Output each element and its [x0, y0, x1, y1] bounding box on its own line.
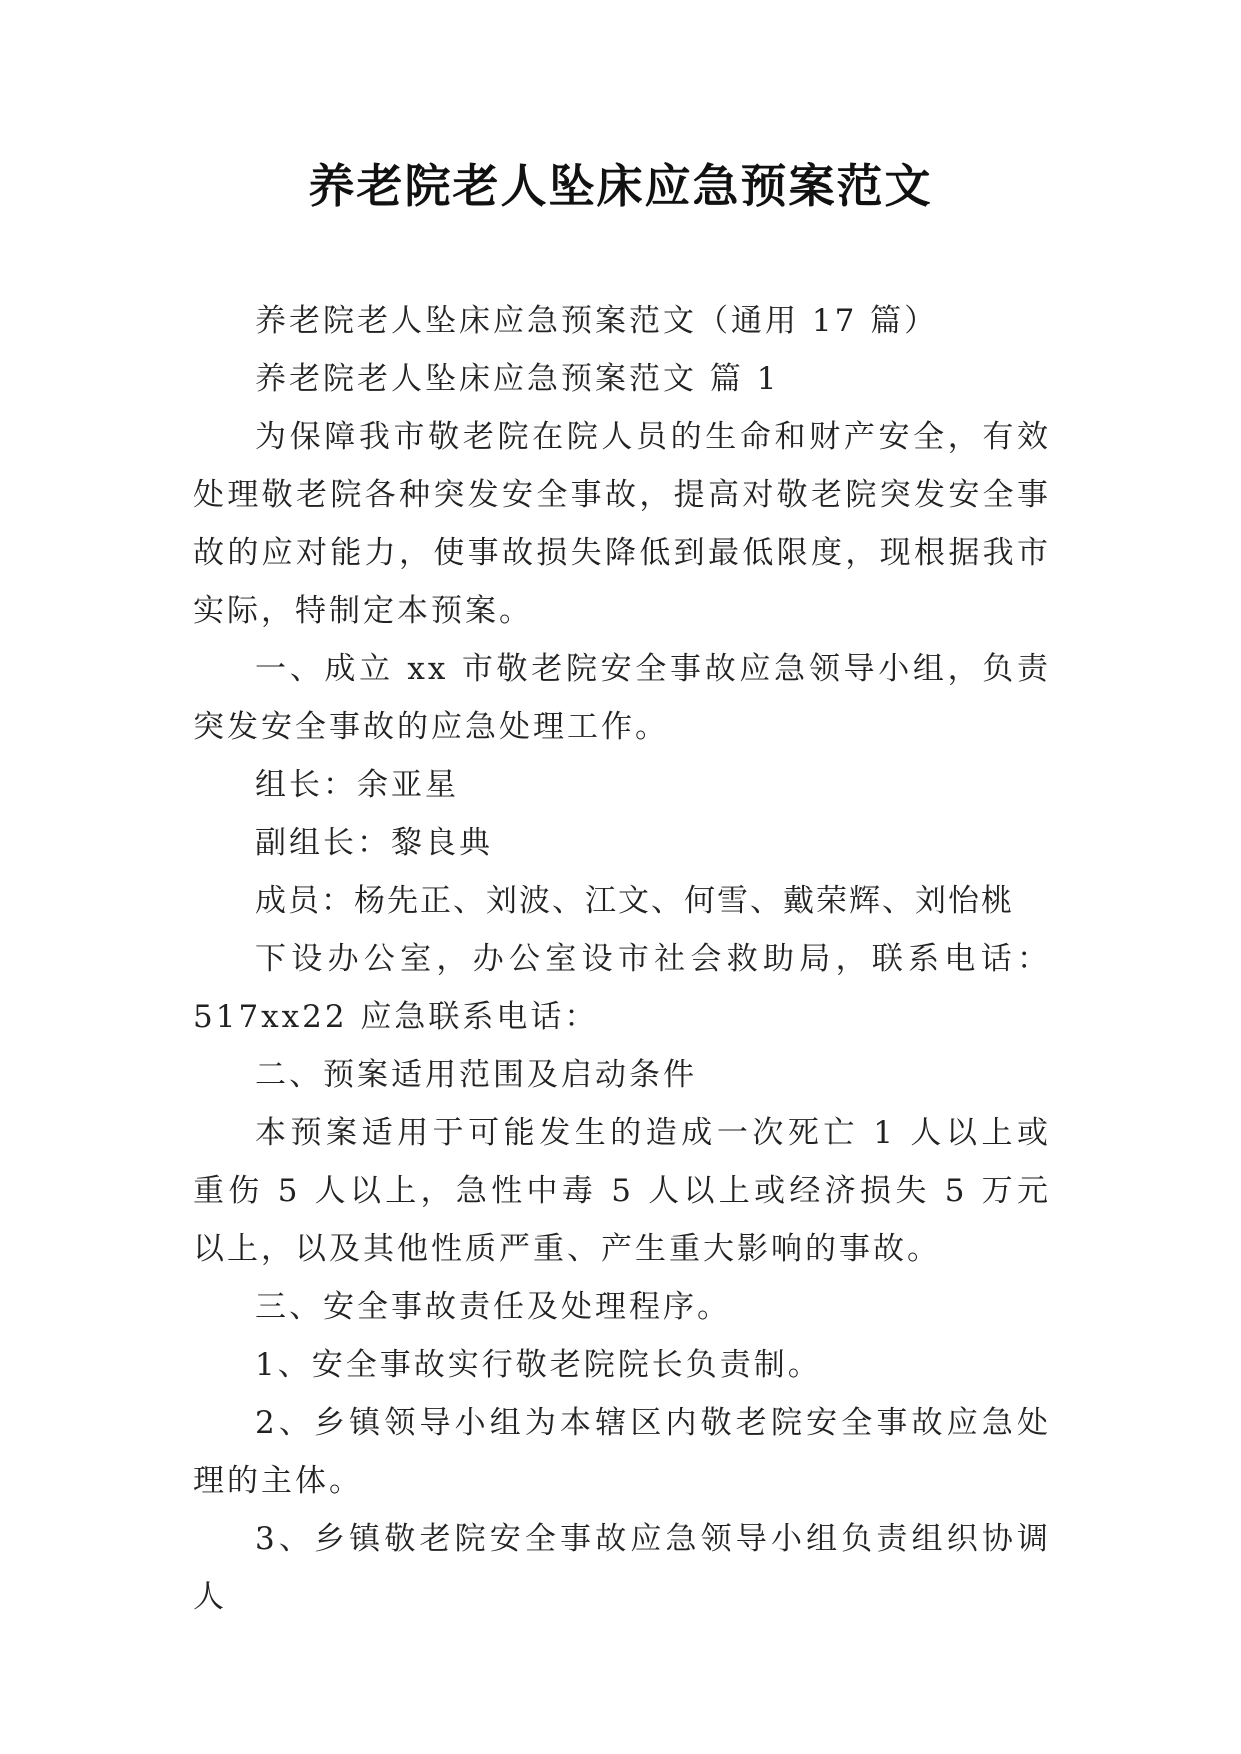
paragraph-deputy-leader: 副组长：黎良典: [255, 825, 493, 861]
paragraph-rule-2: 2、乡镇领导小组为本辖区内敬老院安全事故应急处理的主体。: [193, 1405, 1051, 1499]
paragraph-rule-1: 1、安全事故实行敬老院院长负责制。: [255, 1347, 822, 1383]
paragraph-item-3-heading: 三、安全事故责任及处理程序。: [255, 1289, 731, 1325]
paragraph-scope: 本预案适用于可能发生的造成一次死亡 1 人以上或重伤 5 人以上，急性中毒 5 人以上或经济损失 5 万元以上，以及其他性质严重、产生重大影响的事故。: [193, 1115, 1051, 1267]
paragraph-office: 下设办公室，办公室设市社会救助局，联系电话：517xx22 应急联系电话：: [193, 941, 1051, 1035]
document-body: [193, 292, 1051, 1626]
paragraph-leader: 组长：余亚星: [255, 767, 459, 803]
paragraph-section-heading: 养老院老人坠床应急预案范文 篇 1: [255, 361, 780, 397]
paragraph-purpose: 为保障我市敬老院在院人员的生命和财产安全，有效处理敬老院各种突发安全事故，提高对敬老院突发安全事故的应对能力，使事故损失降低到最低限度，现根据我市实际，特制定本预案。: [193, 419, 1051, 629]
paragraph-subtitle: 养老院老人坠床应急预案范文（通用 17 篇）: [255, 303, 939, 339]
document-title: 养老院老人坠床应急预案范文: [308, 159, 933, 213]
paragraph-item-2-heading: 二、预案适用范围及启动条件: [255, 1057, 697, 1093]
paragraph-members: 成员：杨先正、刘波、江文、何雪、戴荣辉、刘怡桃: [255, 883, 1014, 919]
paragraph-item-1: 一、成立 xx 市敬老院安全事故应急领导小组，负责突发安全事故的应急处理工作。: [193, 651, 1051, 745]
paragraph-rule-3: 3、乡镇敬老院安全事故应急领导小组负责组织协调人: [193, 1521, 1051, 1615]
